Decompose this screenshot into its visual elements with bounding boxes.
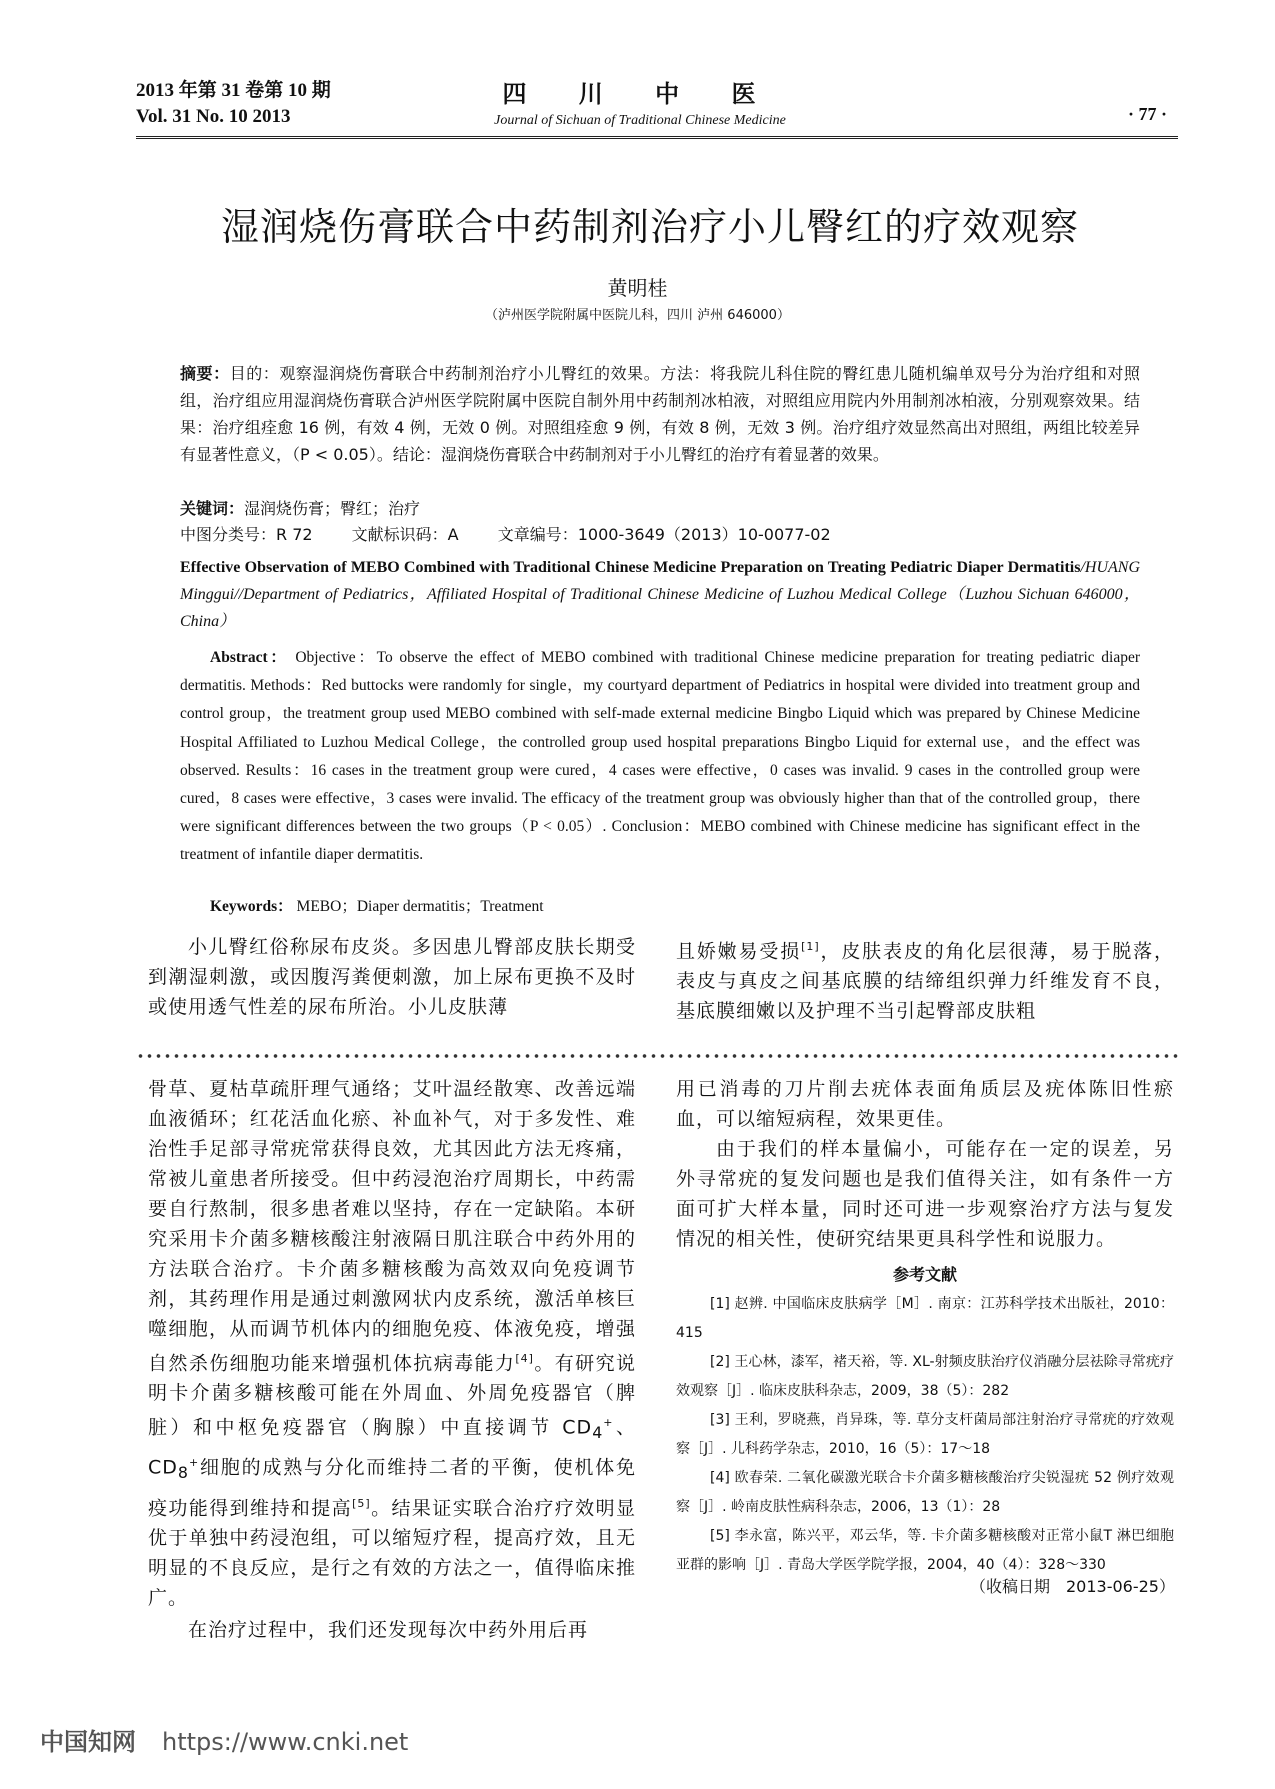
cd4-subscript: 4 bbox=[592, 1423, 604, 1443]
journal-en: Journal of Sichuan of Traditional Chinese Medicine bbox=[494, 113, 786, 128]
en-keywords-text: MEBO；Diaper dermatitis；Treatment bbox=[296, 898, 544, 915]
scraping-paragraph: 用已消毒的刀片削去疣体表面角质层及疣体陈旧性瘀血，可以缩短病程，效果更佳。 bbox=[676, 1078, 1174, 1130]
reference-item: [4] 欧春荣. 二氧化碳激光联合卡介菌多糖核酸治疗尖锐湿疣 52 例疗效观察［J］. 岭南皮肤性病科杂志，2006，13（1）：28 bbox=[676, 1470, 1174, 1515]
journal-name bbox=[420, 74, 860, 129]
cd8-superscript: + bbox=[188, 1456, 200, 1470]
author: 黄明桂 bbox=[607, 276, 668, 300]
citation-4: [4] bbox=[515, 1352, 534, 1365]
dotted-separator bbox=[136, 1051, 1178, 1061]
doc-code: 文献标识码：A bbox=[351, 525, 459, 544]
cd4-superscript: + bbox=[603, 1416, 614, 1430]
body-bottom-left bbox=[148, 1074, 636, 1645]
received-date: （收稿日期 2013-06-25） bbox=[970, 1577, 1175, 1596]
cnki-footer bbox=[40, 1722, 408, 1757]
discussion-text-mid: 、CD bbox=[148, 1416, 636, 1479]
cn-abstract-text: 目的：观察湿润烧伤膏联合中药制剂治疗小儿臀红的效果。方法：将我院儿科住院的臀红患儿随机编单双号分为治疗组和对照组，治疗组应用湿润烧伤膏联合泸州医学院附属中医院自制外用中药制剂冰柏液，对照组应用院内外用制剂冰柏液，分别观察效果。结果：治疗组痊愈 16 例，有效 4 例，无效 0 例。对照组痊愈 9 例，有效 8 例，无效 3 例。治疗组疗效显然高出对照组，两组比较差异有显著性意义，（P < 0.05）。结论：湿润烧伤膏联合中药制剂对于小儿臀红的治疗有着显著的效果。 bbox=[180, 364, 1140, 464]
discussion-text-a: 骨草、夏枯草疏肝理气通络；艾叶温经散寒、改善远端血液循环；红花活血化瘀、补血补气，对于多发性、难治性手足部寻常疣常获得良效，尤其因此方法无疼痛，常被儿童患者所接受。但中药浸泡治疗周期长，中药需要自行熬制，很多患者难以坚持，存在一定缺陷。本研究采用卡介菌多糖核酸注射液隔日肌注联合中药外用的方法联合治疗。卡介菌多糖核酸为高效双向免疫调节剂，其药理作用是通过刺激网状内皮系统，激活单核巨噬细胞，从而调节机体内的细胞免疫、体液免疫，增强自然杀伤细胞功能来增强机体抗病毒能力 bbox=[148, 1078, 636, 1375]
header-rule bbox=[136, 136, 1178, 142]
paper-title: 湿润烧伤膏联合中药制剂治疗小儿臀红的疗效观察 bbox=[220, 205, 1079, 249]
limitation-paragraph: 由于我们的样本量偏小，可能存在一定的误差，另外寻常疣的复发问题也是我们值得关注，如有条件一方面可扩大样本量，同时还可进一步观察治疗方法与复发情况的相关性，使研究结果更具科学性和说服力。 bbox=[676, 1138, 1174, 1250]
cn-abstract-label: 摘要： bbox=[180, 364, 230, 383]
body-top-right bbox=[676, 932, 1174, 1026]
reference-item: [2] 王心林，漆军，褚天裕，等. XL-射频皮肤治疗仪消融分层祛除寻常疣疗效观察［J］. 临床皮肤科杂志，2009，38（5）：282 bbox=[676, 1354, 1174, 1399]
discussion-text-b: 。有研究说明卡介菌多糖核酸可能在外周血、外周免疫器官（脾脏）和中枢免疫器官（胸腺）中直接调节 CD bbox=[148, 1352, 636, 1439]
reference-item: [1] 赵辨. 中国临床皮肤病学［M］. 南京：江苏科学技术出版社，2010：415 bbox=[676, 1296, 1174, 1341]
citation-1: [1] bbox=[801, 940, 820, 953]
en-keywords-label: Keywords： bbox=[210, 898, 293, 915]
journal-cn: 四 川 中 医 bbox=[502, 79, 778, 108]
intro-cont-b: ，皮肤表皮的角化层很薄，易于脱落，表皮与真皮之间基底膜的结缔组织弹力纤维发育不良，基底膜细嫩以及护理不当引起臀部皮肤粗 bbox=[676, 940, 1174, 1023]
page-number: · 77 · bbox=[1127, 104, 1167, 124]
en-abstract-label: Abstract： bbox=[210, 649, 289, 666]
cn-keywords-label: 关键词： bbox=[180, 499, 245, 518]
issue-en: Vol. 31 No. 10 2013 bbox=[136, 106, 291, 127]
en-abstract-text: Objective：To observe the effect of MEBO combined with traditional Chinese medicine preparation for treating pediatric diaper dermatitis. Methods：Red buttocks were randomly for single，my courtyard department of Pediatrics in hospital were divided into treatment group and control group，the treatment group used MEBO combined with self-made external medicine Bingbo Liquid which was prepared by Chinese Medicine Hospital Affiliated to Luzhou Medical College，the controlled group used hospital preparations Bingbo Liquid for external use，and the effect was observed. Results：16 cases in the treatment group were cured，4 cases were effective，0 cases was invalid. 9 cases in the controlled group were cured，8 cases were effective，3 cases were invalid. The efficacy of the treatment group was obviously higher than that of the controlled group，there were significant differences between the two groups（P < 0.05）. Conclusion：MEBO combined with Chinese medicine has significant effect in the treatment of infantile diaper dermatitis. bbox=[180, 649, 1140, 864]
discussion-paragraph bbox=[148, 1074, 636, 1613]
body-top-left bbox=[148, 932, 636, 1022]
cnki-url[interactable]: https://www.cnki.net bbox=[162, 1728, 409, 1756]
body-bottom-right bbox=[676, 1074, 1174, 1254]
reference-item: [3] 王利，罗晓燕，肖异珠，等. 草分支杆菌局部注射治疗寻常疣的疗效观察［J］. 儿科药学杂志，2010，16（5）：17～18 bbox=[676, 1412, 1174, 1457]
cd8-subscript: 8 bbox=[177, 1463, 189, 1483]
discussion-text-d: 。结果证实联合治疗疗效明显优于单独中药浸泡组，可以缩短疗程，提高疗效，且无明显的不良反应，是行之有效的方法之一，值得临床推广。 bbox=[148, 1496, 636, 1609]
issue-cn: 2013 年第 31 卷第 10 期 bbox=[136, 80, 331, 101]
citation-5: [5] bbox=[352, 1496, 371, 1510]
article-number: 文章编号：1000-3649（2013）10-0077-02 bbox=[497, 525, 831, 544]
issue-info bbox=[136, 78, 331, 130]
en-keywords bbox=[210, 894, 544, 916]
reference-item: [5] 李永富，陈兴平，邓云华，等. 卡介菌多糖核酸对正常小鼠T 淋巴细胞亚群的影响［J］. 青岛大学医学院学报，2004，40（4）：328～330 bbox=[676, 1528, 1174, 1573]
affiliation: （泸州医学院附属中医院儿科，四川 泸州 646000） bbox=[485, 308, 790, 323]
cn-keywords bbox=[180, 496, 1140, 519]
cnki-logo-text: 中国知网 bbox=[40, 1728, 136, 1756]
treatment-paragraph: 在治疗过程中，我们还发现每次中药外用后再 bbox=[188, 1618, 589, 1641]
references-title: 参考文献 bbox=[892, 1265, 957, 1284]
intro-paragraph: 小儿臀红俗称尿布皮炎。多因患儿臀部皮肤长期受到潮湿刺激，或因腹泻粪便刺激，加上尿布更换不及时或使用透气性差的尿布所治。小儿皮肤薄 bbox=[148, 936, 636, 1018]
en-title: Effective Observation of MEBO Combined with Traditional Chinese Medicine Preparation on Treating Pediatric Diaper Dermatitis bbox=[180, 559, 1081, 576]
cn-keywords-text: 湿润烧伤膏；臀红；治疗 bbox=[244, 499, 421, 518]
en-author-affil: /HUANG Minggui//Department of Pediatrics，Affiliated Hospital of Traditional Chinese Medicine of Luzhou Medical College（Luzhou Sichuan 646000，China） bbox=[180, 559, 1140, 630]
discussion-text-c: 细胞的成熟与分化而维持二者的平衡，使机体免疫功能得到维持和提高 bbox=[148, 1456, 636, 1519]
en-abstract bbox=[180, 644, 1140, 870]
en-title-block bbox=[180, 554, 1140, 635]
cn-abstract bbox=[180, 360, 1140, 468]
references-list bbox=[676, 1290, 1174, 1580]
clc-number: 中图分类号：R 72 bbox=[180, 525, 313, 544]
classification-line bbox=[180, 522, 1140, 545]
intro-cont-a: 且娇嫩易受损 bbox=[676, 940, 802, 963]
